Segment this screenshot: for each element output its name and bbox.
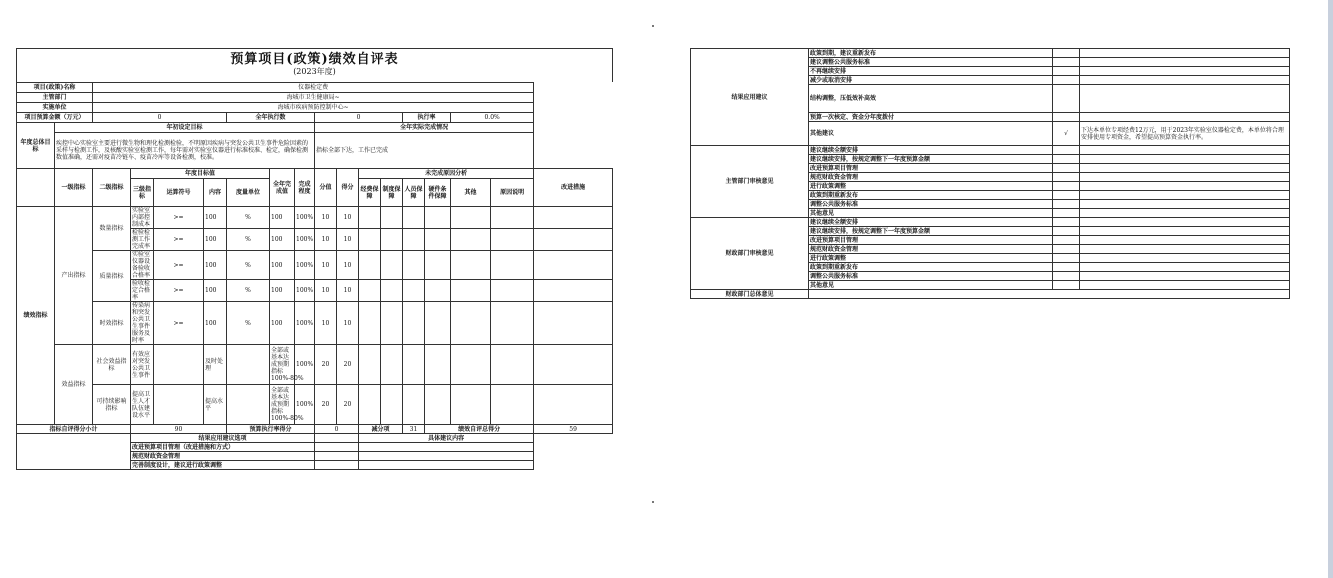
cell: 100%	[295, 229, 315, 251]
cell: >=	[154, 207, 204, 229]
cell: 100%	[295, 385, 315, 425]
cell	[425, 345, 451, 385]
value: 0	[93, 113, 227, 123]
list-item: 调整公共服务标准	[809, 200, 1053, 209]
value: 0.0%	[451, 113, 534, 123]
level3-cell: 检验检测工作完成率	[131, 229, 154, 251]
cell	[403, 207, 425, 229]
cell	[491, 251, 534, 280]
list-item: 其他意见	[809, 281, 1053, 290]
cell	[451, 280, 491, 302]
cell	[534, 345, 613, 385]
blank	[315, 434, 359, 443]
label: 绩效指标	[17, 207, 55, 425]
cell: %	[227, 280, 270, 302]
cell	[154, 385, 204, 425]
label: 绩效自评总得分	[425, 425, 534, 434]
list-item: 规范财政资金管理	[809, 173, 1053, 182]
cell	[491, 385, 534, 425]
item: 规范财政资金管理	[131, 452, 315, 461]
cell	[491, 302, 534, 345]
value: 仪器检定费	[93, 83, 534, 93]
cell	[534, 207, 613, 229]
value: 59	[534, 425, 613, 434]
label: 减分项	[359, 425, 403, 434]
cell: 100	[204, 302, 227, 345]
cell: 10	[315, 251, 337, 280]
cell: 100%	[295, 302, 315, 345]
list-item: 结构调整，压低效补高效	[809, 85, 1053, 113]
eval-table	[16, 82, 613, 470]
cell	[403, 229, 425, 251]
cell: >=	[154, 229, 204, 251]
list-item: 进行政策调整	[809, 254, 1053, 263]
cell: 10	[337, 302, 359, 345]
table-row	[17, 207, 613, 229]
list-item: 建议继续安排，按规定调整下一年度预算金额	[809, 227, 1053, 236]
cell: 20	[315, 385, 337, 425]
label: 全年实际完成情况	[315, 123, 534, 133]
label: 主管部门	[17, 93, 93, 103]
actual-text: 指标全部下达，工作已完成	[315, 133, 534, 169]
list-item: 调整公共服务标准	[809, 272, 1053, 281]
label: 时效指标	[93, 302, 131, 345]
cell	[491, 207, 534, 229]
label: 人员保障	[403, 179, 425, 207]
year: (2023年度)	[293, 67, 336, 76]
cell: 100%	[295, 207, 315, 229]
cell	[451, 229, 491, 251]
cell: >=	[154, 302, 204, 345]
label: 内容	[204, 179, 227, 207]
cell	[425, 280, 451, 302]
cell	[534, 251, 613, 280]
list-item: 政策到期，建议重新发布	[809, 49, 1053, 58]
label: 结果应用建议	[691, 49, 809, 146]
cell	[425, 385, 451, 425]
list-item: 减少或取消安排	[809, 76, 1053, 85]
value: 海城市卫生健康局~	[93, 93, 534, 103]
cell	[227, 345, 270, 385]
value: 90	[131, 425, 227, 434]
cell	[451, 345, 491, 385]
label: 效益指标	[55, 345, 93, 425]
cell: 10	[315, 280, 337, 302]
table-row	[17, 251, 613, 280]
label: 年度总体目标	[17, 123, 55, 169]
label: 度量单位	[227, 179, 270, 207]
cell: 10	[315, 229, 337, 251]
label: 完成程度	[295, 169, 315, 207]
label: 社会效益指标	[93, 345, 131, 385]
cell: 100	[204, 251, 227, 280]
page-2	[690, 48, 1289, 299]
cell	[425, 229, 451, 251]
cell	[403, 345, 425, 385]
label: 结果应用建议选项	[131, 434, 315, 443]
cell	[381, 229, 403, 251]
cell: 全部或基本达成预期指标100%-80%	[270, 345, 295, 385]
value: 0	[315, 113, 403, 123]
value: 海城市疾病预防控制中心~	[93, 103, 534, 113]
title: 预算项目(政策)绩效自评表	[230, 52, 399, 67]
label: 全年完成值	[270, 169, 295, 207]
list-item: 建议继续安排，按规定调整下一年度预算金额	[809, 155, 1053, 164]
cell: %	[227, 207, 270, 229]
cell: 10	[315, 302, 337, 345]
cell	[359, 251, 381, 280]
cell: 20	[337, 345, 359, 385]
cell	[403, 280, 425, 302]
cell	[381, 251, 403, 280]
cell	[425, 207, 451, 229]
cell	[359, 280, 381, 302]
label: 改进措施	[534, 169, 613, 207]
label: 产出指标	[55, 207, 93, 345]
label: 制度保障	[381, 179, 403, 207]
label: 指标自评得分小计	[17, 425, 131, 434]
label: 预算执行率得分	[227, 425, 315, 434]
list-item: 政策到期重新发布	[809, 263, 1053, 272]
cell	[425, 251, 451, 280]
cell	[403, 302, 425, 345]
cell: 100	[204, 280, 227, 302]
list-item: 建议继续全额安排	[809, 146, 1053, 155]
cell: 100	[204, 207, 227, 229]
cell: 100	[270, 207, 295, 229]
cell	[534, 302, 613, 345]
label: 质量指标	[93, 251, 131, 302]
list-item: 不再继续安排	[809, 67, 1053, 76]
item: 完善制度设计，建议进行政策调整	[131, 461, 315, 470]
check-mark: √	[1053, 122, 1080, 146]
cell	[381, 385, 403, 425]
cell	[381, 280, 403, 302]
list-item: 建议继续全额安排	[809, 218, 1053, 227]
cell: 10	[315, 207, 337, 229]
page-1	[16, 48, 613, 470]
cell	[534, 229, 613, 251]
label: 硬件条件保障	[425, 179, 451, 207]
list-item: 其他建议	[809, 122, 1053, 146]
cell: 100	[204, 229, 227, 251]
cell	[491, 229, 534, 251]
label: 一级指标	[55, 169, 93, 207]
list-item: 进行政策调整	[809, 182, 1053, 191]
label: 实施单位	[17, 103, 93, 113]
cell	[381, 345, 403, 385]
cell: 100	[270, 280, 295, 302]
label: 二级指标	[93, 169, 131, 207]
cell	[534, 385, 613, 425]
cell	[491, 280, 534, 302]
cell: 20	[337, 385, 359, 425]
label: 年度目标值	[131, 169, 270, 179]
cell: 10	[337, 229, 359, 251]
label: 三级指标	[131, 179, 154, 207]
cell: 及时处理	[204, 345, 227, 385]
cell: 100%	[295, 345, 315, 385]
label: 得分	[337, 169, 359, 207]
cell	[451, 302, 491, 345]
cell	[359, 345, 381, 385]
cell: 10	[337, 207, 359, 229]
label: 财政部门总体意见	[691, 290, 809, 299]
cell	[381, 207, 403, 229]
cell: %	[227, 229, 270, 251]
cell: %	[227, 251, 270, 280]
label: 其他	[451, 179, 491, 207]
blank	[17, 169, 55, 207]
label: 数量指标	[93, 207, 131, 251]
cell	[154, 345, 204, 385]
cell: 100	[270, 302, 295, 345]
label: 未完成原因分析	[359, 169, 534, 179]
label: 财政部门审核意见	[691, 218, 809, 290]
table-row	[17, 345, 613, 385]
label: 执行率	[403, 113, 451, 123]
cell	[425, 302, 451, 345]
cell	[227, 385, 270, 425]
cell: 10	[337, 280, 359, 302]
goal-text: 疾控中心实验室主要进行微生物和理化检测检验，不明原因疾病与突发公共卫生事件危险因素的采样与检测工作，及核酸实验室检测工作，每年需对实验室仪器进行标准校准、检定，确保检测数值准确，还需对疫苗冷链车、疫苗冷库等设备检测，校准。	[55, 133, 315, 169]
cell: 提高水平	[204, 385, 227, 425]
form-title	[16, 48, 613, 82]
cell: >=	[154, 251, 204, 280]
label: 项目预算金额（万元）	[17, 113, 93, 123]
table-row	[17, 385, 613, 425]
list-item: 政策到期重新发布	[809, 191, 1053, 200]
cell	[491, 345, 534, 385]
cell	[359, 207, 381, 229]
cell: 20	[315, 345, 337, 385]
cell	[451, 207, 491, 229]
cell	[451, 251, 491, 280]
cell	[381, 302, 403, 345]
label: 分值	[315, 169, 337, 207]
label: 可持续影响指标	[93, 385, 131, 425]
list-item: 其他意见	[809, 209, 1053, 218]
cell	[451, 385, 491, 425]
cell: 100%	[295, 251, 315, 280]
value: 31	[403, 425, 425, 434]
table-row	[17, 302, 613, 345]
list-item: 建议调整公共服务标准	[809, 58, 1053, 67]
label: 经费保障	[359, 179, 381, 207]
label: 运算符号	[154, 179, 204, 207]
list-item: 改进预算项目管理	[809, 164, 1053, 173]
review-table	[690, 48, 1290, 299]
cell: >=	[154, 280, 204, 302]
cell	[359, 302, 381, 345]
label: 具体建议内容	[359, 434, 534, 443]
level3-cell: 有效应对突发公共卫生事件	[131, 345, 154, 385]
level3-cell: 实验室仪器设备验收合格率	[131, 251, 154, 280]
list-item: 规范财政资金管理	[809, 245, 1053, 254]
scrollbar[interactable]	[1328, 0, 1333, 578]
label: 全年执行数	[227, 113, 315, 123]
label: 原因说明	[491, 179, 534, 207]
cell	[359, 229, 381, 251]
cell	[403, 251, 425, 280]
cell: %	[227, 302, 270, 345]
other-text: 下达本单位专项经费12万元，用于2023年实验室仪器检定费，本单位将合理安排使用专项资金，希望提高预算资金执行率。	[1080, 122, 1290, 146]
cell	[534, 280, 613, 302]
level3-cell: 传染病和突发公共卫生事件服务及时率	[131, 302, 154, 345]
cell: 100	[270, 251, 295, 280]
level3-cell: 提高卫生人才队伍建设水平	[131, 385, 154, 425]
cell: 100%	[295, 280, 315, 302]
cell: 100	[270, 229, 295, 251]
cell	[403, 385, 425, 425]
label: 主管部门审核意见	[691, 146, 809, 218]
list-item: 预算一次核定、资金分年度拨付	[809, 113, 1053, 122]
cell	[359, 385, 381, 425]
label: 年初设定目标	[55, 123, 315, 133]
blank	[17, 434, 131, 470]
value: 0	[315, 425, 359, 434]
cell: 10	[337, 251, 359, 280]
label: 项目(政策)名称	[17, 83, 93, 93]
item: 改进预算项目管理（改进措施和方式）	[131, 443, 315, 452]
cell: 全部或基本达成预期指标100%-80%	[270, 385, 295, 425]
level3-cell: 实验室内部控制成本	[131, 207, 154, 229]
list-item: 改进预算项目管理	[809, 236, 1053, 245]
level3-cell: 验收检定合格率	[131, 280, 154, 302]
